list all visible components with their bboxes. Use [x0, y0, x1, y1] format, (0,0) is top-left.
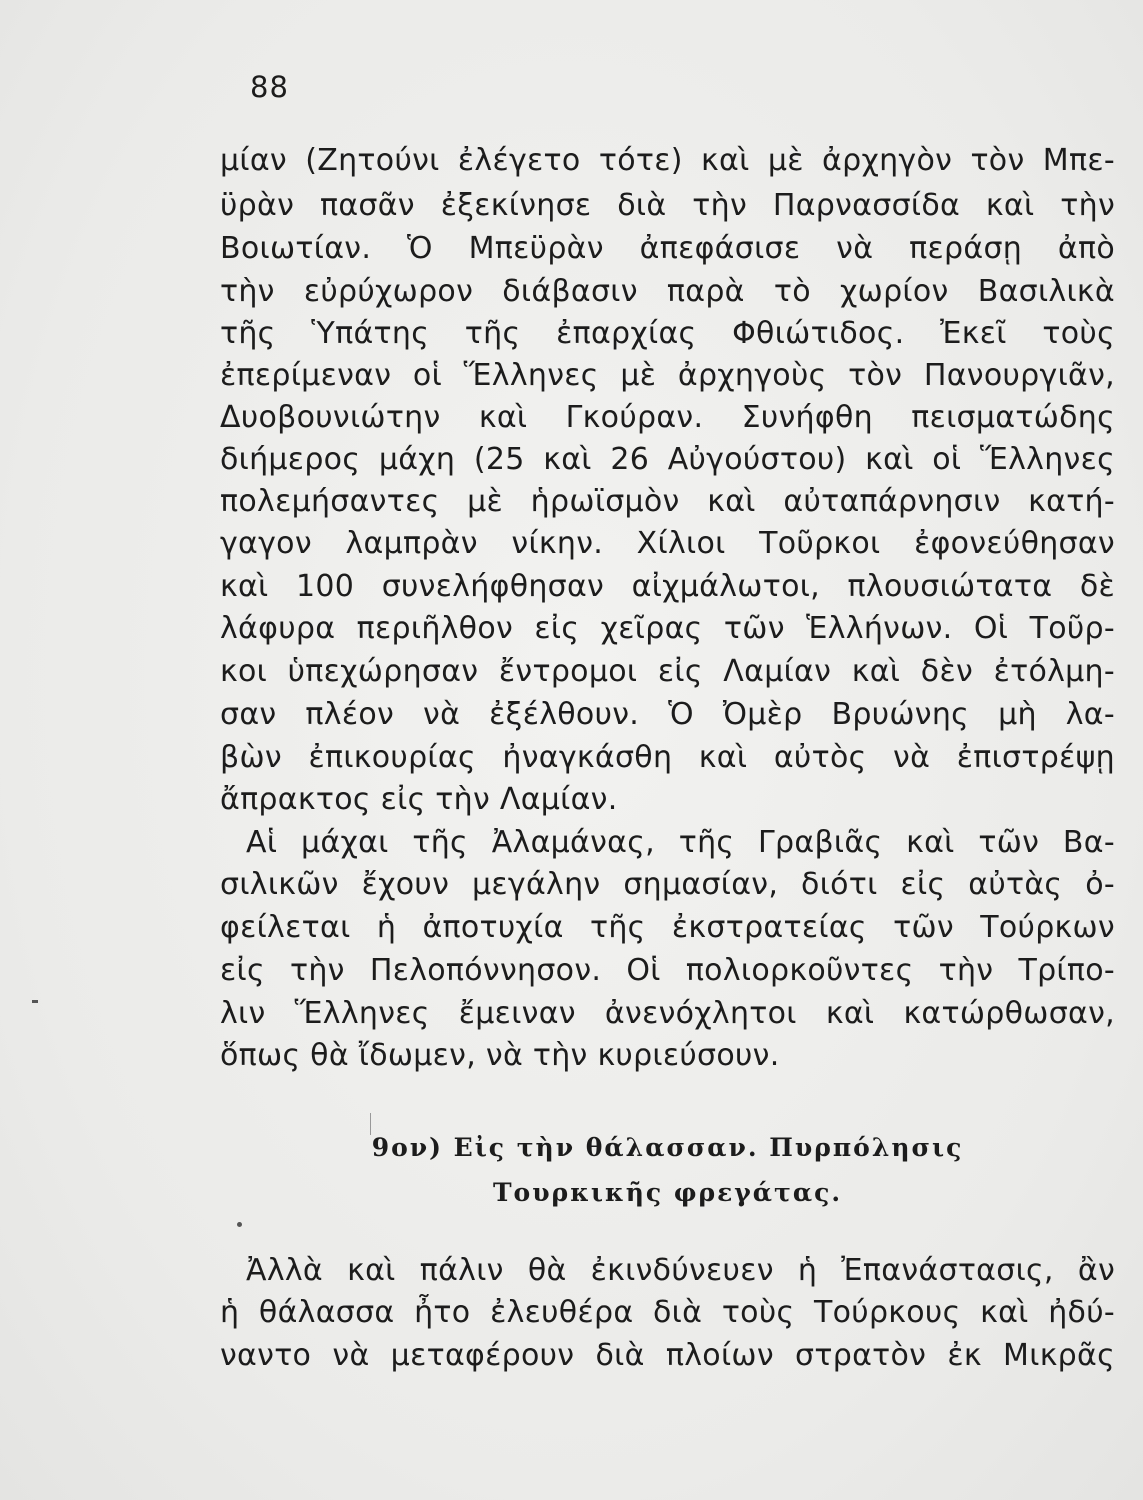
text-line: τὴν εὐρύχωρον διάβασιν παρὰ τὸ χωρίον Βασιλικὰ	[220, 274, 1115, 309]
scan-speck	[370, 1113, 371, 1135]
text-line: μίαν (Ζητούνι ἐλέγετο τότε) καὶ μὲ ἀρχηγὸν τὸν Μπε-	[220, 143, 1115, 178]
heading-line: 9ον) Εἰς τὴν θάλασσαν. Πυρπόλησις	[371, 1133, 964, 1162]
text-line: τῆς Ὑπάτης τῆς ἐπαρχίας Φθιώτιδος. Ἐκεῖ τοὺς	[220, 316, 1115, 351]
scan-speck	[237, 1222, 242, 1227]
scan-speck	[32, 1000, 38, 1003]
text-line: λάφυρα περιῆλθον εἰς χεῖρας τῶν Ἑλλήνων. Οἱ Τοῦρ-	[220, 611, 1115, 646]
text-line: Δυοβουνιώτην καὶ Γκούραν. Συνήφθη πεισματώδης	[220, 400, 1115, 435]
text-line: σιλικῶν ἔχουν μεγάλην σημασίαν, διότι εἰς αὐτὰς ὀ-	[220, 867, 1115, 902]
text-line: καὶ 100 συνελήφθησαν αἰχμάλωτοι, πλουσιώτατα δὲ	[220, 569, 1115, 604]
text-line: πολεμήσαντες μὲ ἡρωϊσμὸν καὶ αὐταπάρνησιν κατή-	[220, 484, 1115, 519]
text-line: ναντο νὰ μεταφέρουν διὰ πλοίων στρατὸν ἐκ Μικρᾶς	[220, 1338, 1115, 1373]
text-line: Βοιωτίαν. Ὁ Μπεϋρὰν ἀπεφάσισε νὰ περάσῃ ἀπὸ	[220, 231, 1115, 266]
text-line: κοι ὑπεχώρησαν ἔντρομοι εἰς Λαμίαν καὶ δὲν ἐτόλμη-	[220, 654, 1115, 689]
text-line: εἰς τὴν Πελοπόννησον. Οἱ πολιορκοῦντες τὴν Τρίπο-	[220, 953, 1115, 988]
text-line: βὼν ἐπικουρίας ἠναγκάσθη καὶ αὐτὸς νὰ ἐπιστρέψῃ	[220, 740, 1115, 775]
text-line: Αἱ μάχαι τῆς Ἀλαμάνας, τῆς Γραβιᾶς καὶ τῶν Βα-	[246, 825, 1115, 860]
text-line: γαγον λαμπρὰν νίκην. Χίλιοι Τοῦρκοι ἐφονεύθησαν	[220, 526, 1115, 561]
text-line: ϋρὰν πασᾶν ἐξεκίνησε διὰ τὴν Παρνασσίδα καὶ τὴν	[220, 188, 1115, 223]
text-line: ἡ θάλασσα ἦτο ἐλευθέρα διὰ τοὺς Τούρκους καὶ ἠδύ-	[220, 1295, 1115, 1330]
text-line: σαν πλέον νὰ ἐξέλθουν. Ὁ Ὀμὲρ Βρυώνης μὴ λα-	[220, 697, 1115, 732]
heading-line: Τουρκικῆς φρεγάτας.	[492, 1178, 843, 1207]
text-line: διήμερος μάχη (25 καὶ 26 Αὐγούστου) καὶ οἱ Ἕλληνες	[220, 442, 1115, 477]
page-number: 88	[250, 70, 289, 104]
text-line: ἄπρακτος εἰς τὴν Λαμίαν.	[220, 782, 618, 817]
text-line: ἐπερίμεναν οἱ Ἕλληνες μὲ ἀρχηγοὺς τὸν Πανουργιᾶν,	[220, 358, 1115, 393]
text-line: ὅπως θὰ ἴδωμεν, νὰ τὴν κυριεύσουν.	[220, 1038, 780, 1073]
text-line: λιν Ἕλληνες ἔμειναν ἀνενόχλητοι καὶ κατώρθωσαν,	[220, 996, 1115, 1031]
text-line: φείλεται ἡ ἀποτυχία τῆς ἐκστρατείας τῶν Τούρκων	[220, 910, 1115, 945]
text-line: Ἀλλὰ καὶ πάλιν θὰ ἐκινδύνευεν ἡ Ἐπανάστασις, ἂν	[246, 1253, 1115, 1288]
